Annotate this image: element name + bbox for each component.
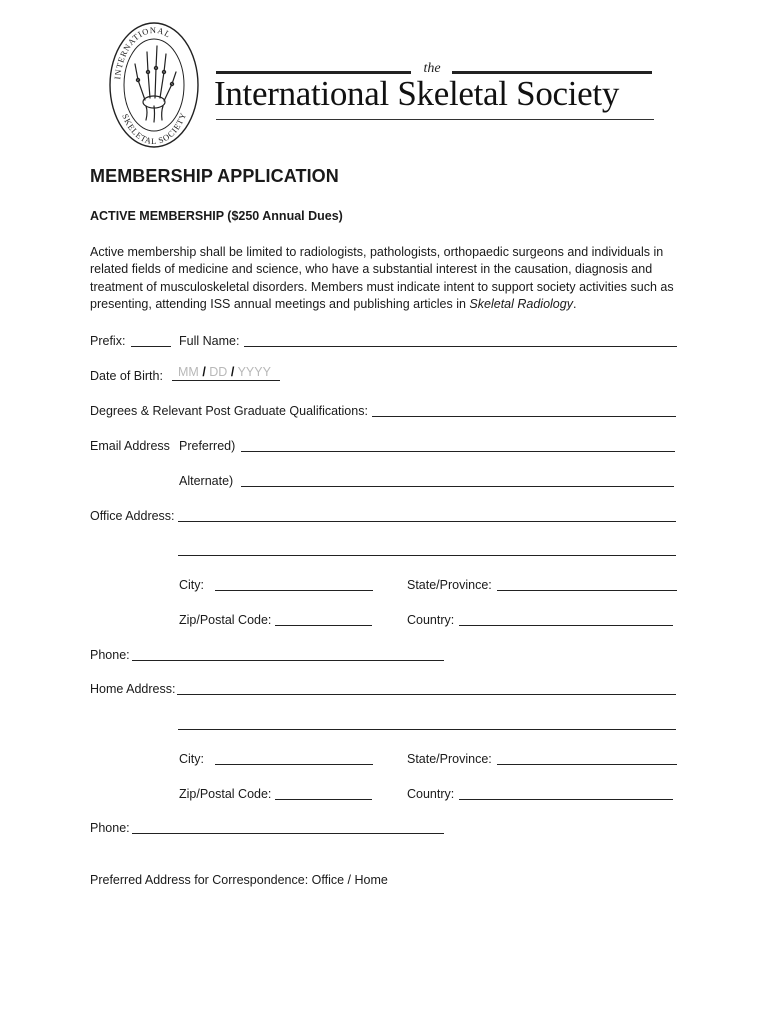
home-country-label: Country: xyxy=(407,787,455,801)
office-address-line-1[interactable] xyxy=(178,521,676,522)
home-phone-label: Phone: xyxy=(90,821,130,835)
office-phone-label: Phone: xyxy=(90,648,130,662)
dob-month-hint: MM xyxy=(178,365,199,379)
header-the-word: the xyxy=(423,61,441,76)
home-zip-label: Zip/Postal Code: xyxy=(179,787,272,801)
office-address-label: Office Address: xyxy=(90,509,175,523)
office-country-label: Country: xyxy=(407,613,455,627)
email-alternate-label: Alternate) xyxy=(179,474,234,488)
dob-field[interactable] xyxy=(172,365,280,381)
home-city-field[interactable] xyxy=(215,764,373,765)
prefix-label: Prefix: xyxy=(90,334,126,348)
home-state-field[interactable] xyxy=(497,764,677,765)
email-label: Email Address xyxy=(90,439,170,453)
home-phone-field[interactable] xyxy=(132,833,444,834)
office-zip-field[interactable] xyxy=(275,625,372,626)
home-address-line-2[interactable] xyxy=(178,729,676,730)
office-city-field[interactable] xyxy=(215,590,373,591)
office-zip-label: Zip/Postal Code: xyxy=(179,613,272,627)
description-text: Active membership shall be limited to radiologists, pathologists, orthopaedic surgeons and individuals in related fields of medicine and science, who have a substantial interest in the causation, diagnosis and treatment of musculoskeletal disorders. Members must indicate intent to support society activities such as presenting, attending ISS annual meetings and publishing articles in xyxy=(90,245,674,312)
full-name-field[interactable] xyxy=(244,346,677,347)
home-state-label: State/Province: xyxy=(407,752,492,766)
home-city-label: City: xyxy=(179,752,204,766)
preferred-correspondence-text: Preferred Address for Correspondence: Office / Home xyxy=(90,873,388,887)
dob-separator-1: / xyxy=(202,365,206,379)
email-alternate-field[interactable] xyxy=(241,486,674,487)
journal-name: Skeletal Radiology xyxy=(469,297,573,312)
email-preferred-field[interactable] xyxy=(241,451,675,452)
membership-description xyxy=(90,244,690,314)
dob-day-hint: DD xyxy=(209,365,228,379)
svg-text:SKELETAL SOCIETY: SKELETAL SOCIETY xyxy=(120,110,189,147)
society-seal-logo xyxy=(108,20,200,150)
office-address-line-2[interactable] xyxy=(178,555,676,556)
membership-subtitle: ACTIVE MEMBERSHIP ($250 Annual Dues) xyxy=(90,209,343,223)
email-preferred-label: Preferred) xyxy=(179,439,236,453)
page-title: MEMBERSHIP APPLICATION xyxy=(90,166,339,186)
office-state-label: State/Province: xyxy=(407,578,492,592)
dob-year-hint: YYYY xyxy=(237,365,271,379)
office-state-field[interactable] xyxy=(497,590,677,591)
office-country-field[interactable] xyxy=(459,625,673,626)
header-rule-bottom xyxy=(216,119,654,120)
home-address-label: Home Address: xyxy=(90,682,176,696)
office-city-label: City: xyxy=(179,578,204,592)
home-zip-field[interactable] xyxy=(275,799,372,800)
prefix-field[interactable] xyxy=(131,346,171,347)
society-name: International Skeletal Society xyxy=(214,74,620,113)
svg-text:INTERNATIONAL: INTERNATIONAL xyxy=(112,24,173,80)
dob-label: Date of Birth: xyxy=(90,369,163,383)
full-name-label: Full Name: xyxy=(179,334,240,348)
degrees-field[interactable] xyxy=(372,416,676,417)
home-address-line-1[interactable] xyxy=(177,694,676,695)
degrees-label: Degrees & Relevant Post Graduate Qualifications: xyxy=(90,404,368,418)
description-end: . xyxy=(572,297,577,312)
dob-separator-2: / xyxy=(230,365,235,379)
office-phone-field[interactable] xyxy=(132,660,444,661)
home-country-field[interactable] xyxy=(459,799,673,800)
